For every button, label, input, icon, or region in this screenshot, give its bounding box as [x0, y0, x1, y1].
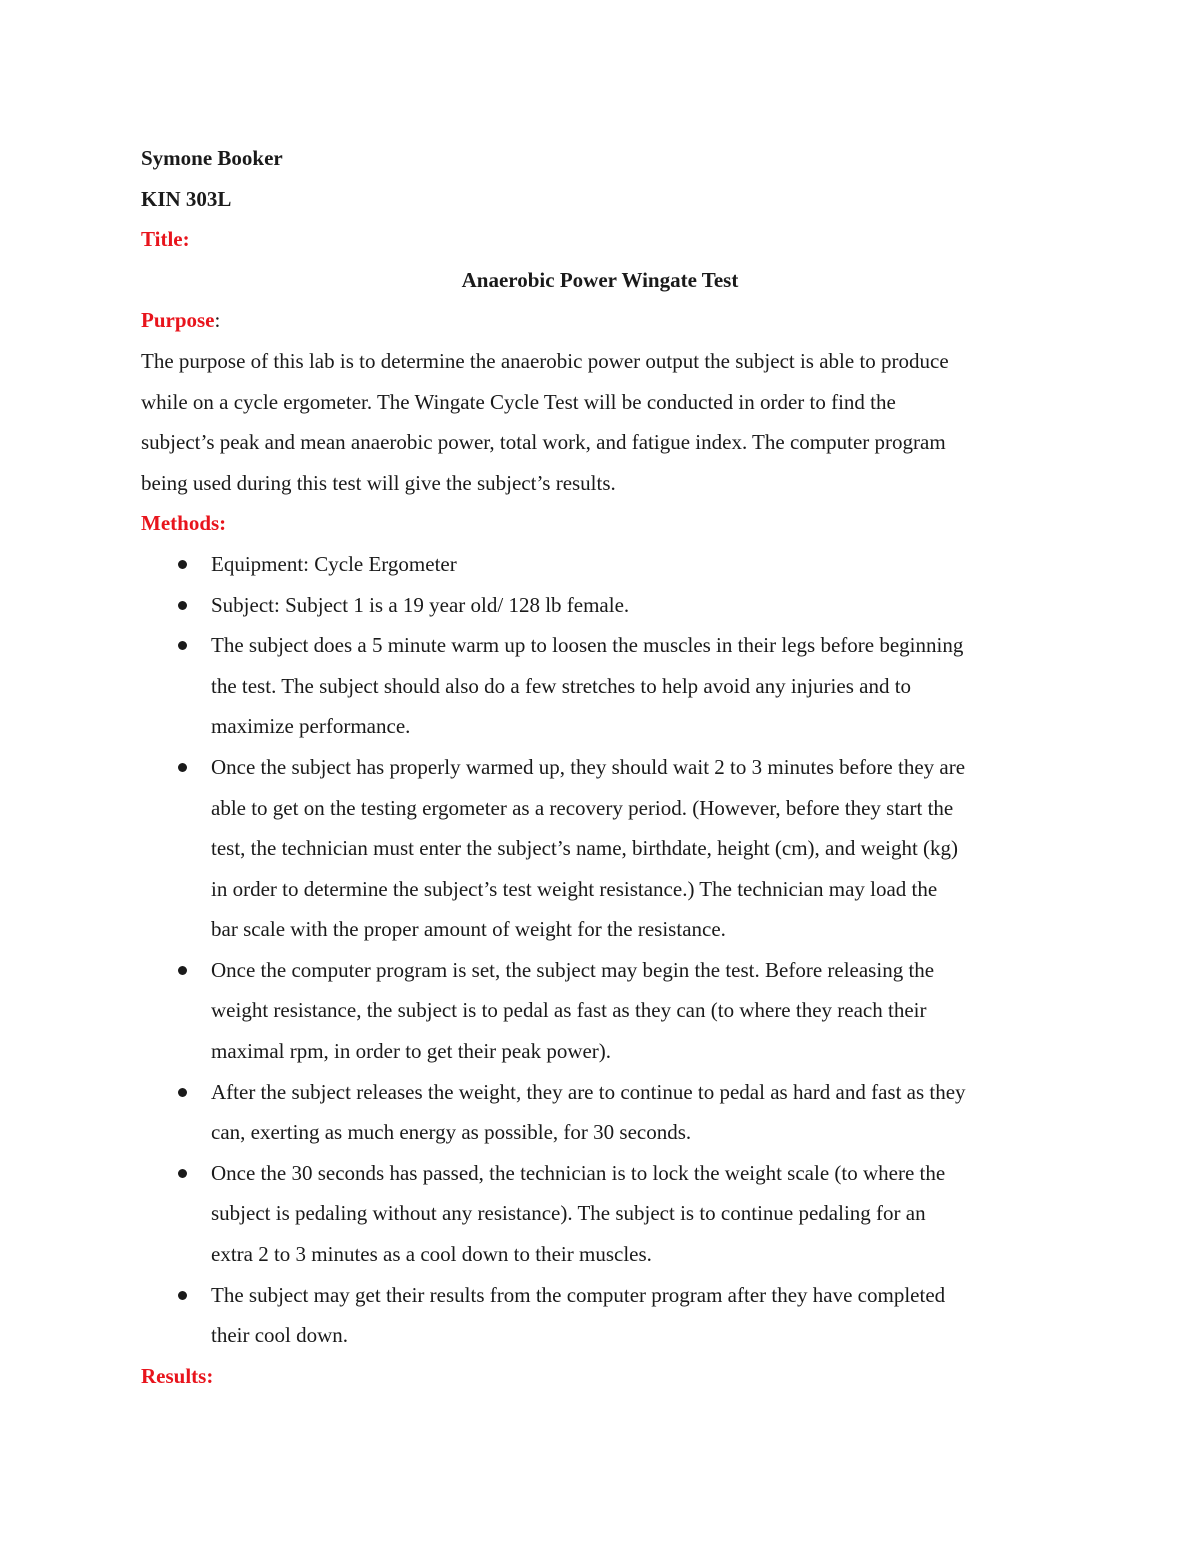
methods-list	[141, 544, 1061, 1356]
bullet-icon	[178, 763, 187, 772]
methods-list-item	[141, 625, 1061, 747]
document-title: Anaerobic Power Wingate Test	[461, 267, 739, 292]
methods-item-line: able to get on the testing ergometer as a recovery period. (However, before they start the	[211, 795, 954, 820]
purpose-heading: Purpose	[141, 308, 215, 333]
methods-list-item	[141, 1153, 1061, 1275]
methods-heading: Methods:	[141, 511, 227, 536]
methods-item-line: Once the 30 seconds has passed, the technician is to lock the weight scale (to where the	[211, 1160, 946, 1185]
author-name: Symone Booker	[141, 146, 283, 170]
document-page	[141, 138, 1061, 1396]
purpose-line: while on a cycle ergometer. The Wingate Cycle Test will be conducted in order to find the	[141, 389, 896, 414]
methods-item-line: their cool down.	[211, 1323, 349, 1348]
methods-item-line: bar scale with the proper amount of weight for the resistance.	[211, 917, 726, 942]
methods-item-line: Once the computer program is set, the subject may begin the test. Before releasing the	[211, 957, 935, 982]
methods-item-line: maximal rpm, in order to get their peak power).	[211, 1039, 612, 1064]
methods-item-line: The subject does a 5 minute warm up to loosen the muscles in their legs before beginning	[211, 633, 964, 658]
methods-item-line: the test. The subject should also do a few stretches to help avoid any injuries and to	[211, 673, 912, 698]
bullet-icon	[178, 966, 187, 975]
methods-item-line: weight resistance, the subject is to pedal as fast as they can (to where they reach their	[211, 998, 927, 1023]
methods-list-item	[141, 544, 1061, 585]
methods-item-line: in order to determine the subject’s test weight resistance.) The technician may load the	[211, 876, 938, 901]
purpose-line: being used during this test will give the subject’s results.	[141, 470, 616, 495]
methods-item-line: extra 2 to 3 minutes as a cool down to their muscles.	[211, 1242, 652, 1267]
methods-list-item	[141, 950, 1061, 1072]
methods-item-line: can, exerting as much energy as possible, for 30 seconds.	[211, 1120, 692, 1145]
methods-item-line: test, the technician must enter the subject’s name, birthdate, height (cm), and weight (kg)	[211, 836, 959, 861]
methods-item-line: Subject: Subject 1 is a 19 year old/ 128 lb female.	[211, 592, 630, 617]
purpose-paragraph	[141, 341, 1056, 503]
methods-item-line: subject is pedaling without any resistance). The subject is to continue pedaling for an	[211, 1201, 926, 1226]
bullet-icon	[178, 560, 187, 569]
purpose-colon: :	[214, 308, 221, 333]
methods-list-item	[141, 747, 1061, 950]
bullet-icon	[178, 1169, 187, 1178]
methods-item-line: Equipment: Cycle Ergometer	[211, 551, 457, 576]
purpose-line: The purpose of this lab is to determine the anaerobic power output the subject is able to produce	[141, 348, 949, 373]
methods-item-line: maximize performance.	[211, 714, 411, 739]
methods-item-line: After the subject releases the weight, they are to continue to pedal as hard and fast as they	[211, 1079, 966, 1104]
results-heading: Results:	[141, 1363, 214, 1388]
methods-item-line: Once the subject has properly warmed up, they should wait 2 to 3 minutes before they are	[211, 754, 966, 779]
bullet-icon	[178, 1291, 187, 1300]
title-heading: Title:	[141, 227, 190, 252]
purpose-line: subject’s peak and mean anaerobic power, total work, and fatigue index. The computer program	[141, 430, 946, 455]
methods-list-item	[141, 1072, 1061, 1153]
methods-list-item	[141, 1275, 1061, 1356]
methods-list-item	[141, 585, 1061, 626]
bullet-icon	[178, 1088, 187, 1097]
bullet-icon	[178, 601, 187, 610]
purpose-heading-line	[141, 300, 1061, 341]
methods-item-line: The subject may get their results from the computer program after they have completed	[211, 1282, 946, 1307]
bullet-icon	[178, 641, 187, 650]
course-code: KIN 303L	[141, 186, 232, 211]
